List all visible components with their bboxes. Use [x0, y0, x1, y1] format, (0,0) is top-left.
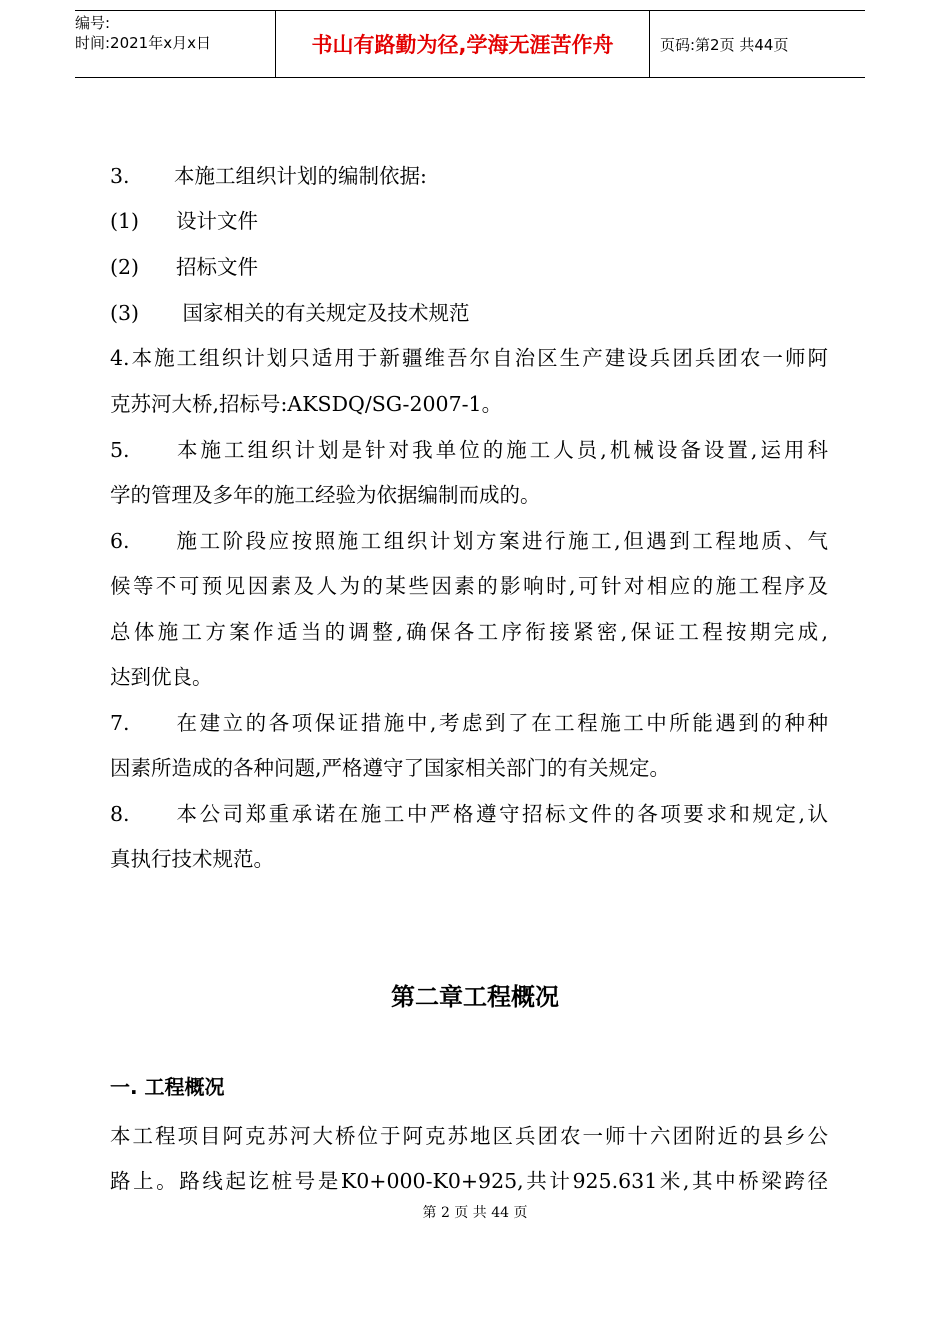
- sub-item-3: [110, 298, 470, 328]
- section-line-2: 路上。路线起讫桩号是K0+000-K0+925,共计925.631米,其中桥梁跨径: [110, 1169, 828, 1193]
- item-4-line-1: 4.本施工组织计划只适用于新疆维吾尔自治区生产建设兵团兵团农一师阿: [110, 346, 828, 370]
- item-3-number: 3.: [110, 164, 130, 188]
- header-time-label: 时间:2021年x月x日: [75, 34, 211, 52]
- item-6-text: 施工阶段应按照施工组织计划方案进行施工,但遇到工程地质、气: [174, 529, 828, 553]
- item-6-line-2: 候等不可预见因素及人为的某些因素的影响时,可针对相应的施工程序及: [110, 574, 828, 598]
- chapter-title: 第二章工程概况: [391, 983, 559, 1011]
- section-line-1: 本工程项目阿克苏河大桥位于阿克苏地区兵团农一师十六团附近的县乡公: [110, 1124, 828, 1148]
- header-motto: 书山有路勤为径,学海无涯苦作舟: [276, 11, 650, 77]
- item-3: [110, 161, 427, 191]
- page-footer: 第 2 页 共 44 页: [422, 1205, 528, 1221]
- sub-item-2: [110, 252, 258, 282]
- page-header: [75, 10, 865, 78]
- sub-item-3-number: (3): [110, 301, 140, 325]
- item-8-text: 本公司郑重承诺在施工中严格遵守招标文件的各项要求和规定,认: [174, 802, 828, 826]
- item-4-line-2: 克苏河大桥,招标号:AKSDQ/SG-2007-1。: [110, 392, 503, 416]
- sub-item-2-number: (2): [110, 255, 140, 279]
- sub-item-1: [110, 206, 258, 236]
- item-3-text: 本施工组织计划的编制依据:: [174, 164, 427, 188]
- item-5-text: 本施工组织计划是针对我单位的施工人员,机械设备设置,运用科: [174, 438, 828, 462]
- sub-item-1-number: (1): [110, 209, 140, 233]
- item-8-line-2: 真执行技术规范。: [110, 847, 274, 871]
- header-page-info: 页码:第2页 共44页: [660, 35, 789, 54]
- item-5-line-1: [110, 435, 828, 465]
- item-8-number: 8.: [110, 802, 130, 826]
- header-number-label: 编号:: [75, 14, 111, 32]
- item-7-text: 在建立的各项保证措施中,考虑到了在工程施工中所能遇到的种种: [174, 711, 828, 735]
- item-7-number: 7.: [110, 711, 130, 735]
- item-6-line-3: 总体施工方案作适当的调整,确保各工序衔接紧密,保证工程按期完成,: [110, 620, 828, 644]
- item-8-line-1: [110, 799, 828, 829]
- item-5-line-2: 学的管理及多年的施工经验为依据编制而成的。: [110, 483, 541, 507]
- sub-item-2-text: 招标文件: [176, 255, 258, 279]
- item-7-line-1: [110, 708, 828, 738]
- sub-item-1-text: 设计文件: [176, 209, 258, 233]
- item-6-number: 6.: [110, 529, 130, 553]
- section-title: 一. 工程概况: [110, 1075, 225, 1099]
- header-meta: [75, 11, 276, 77]
- item-6-line-4: 达到优良。: [110, 665, 213, 689]
- item-7-line-2: 因素所造成的各种问题,严格遵守了国家相关部门的有关规定。: [110, 756, 671, 780]
- item-6-line-1: [110, 526, 828, 556]
- item-5-number: 5.: [110, 438, 130, 462]
- sub-item-3-text: 国家相关的有关规定及技术规范: [176, 301, 470, 325]
